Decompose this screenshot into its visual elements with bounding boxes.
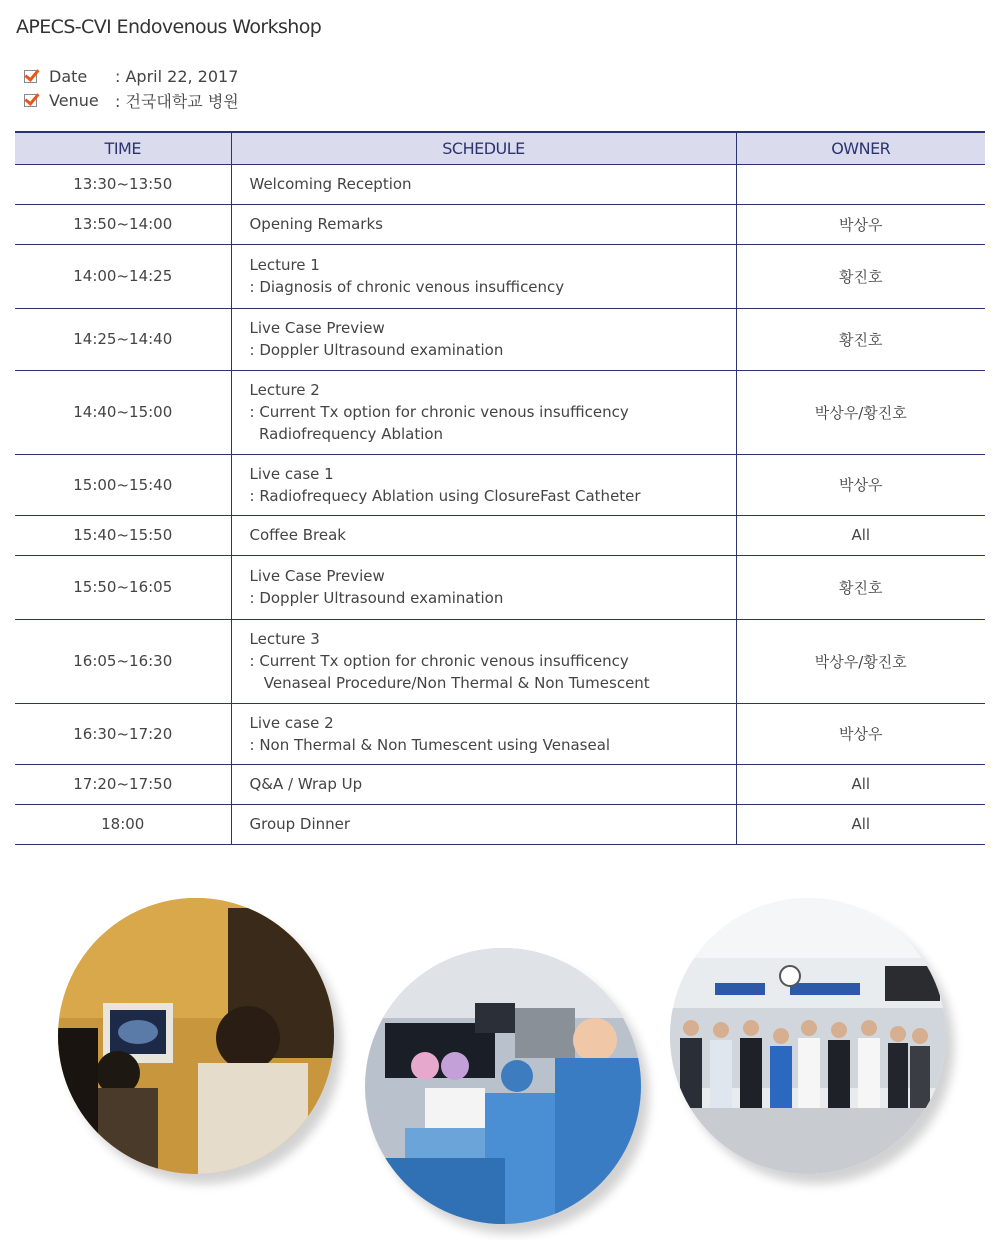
schedule-line: Lecture 1 (249, 256, 320, 274)
cell-time: 14:25~14:40 (15, 308, 231, 370)
info-value-venue: : 건국대학교 병원 (115, 91, 239, 111)
cell-schedule (231, 703, 736, 764)
page-title: APECS-CVI Endovenous Workshop (16, 16, 322, 38)
schedule-line: : Doppler Ultrasound examination (249, 589, 504, 607)
cell-owner: 박상우 (736, 204, 985, 244)
cell-owner: All (736, 804, 985, 844)
event-info (24, 64, 239, 112)
schedule-line: Opening Remarks (249, 215, 383, 233)
cell-schedule (231, 764, 736, 804)
cell-schedule (231, 244, 736, 308)
cell-owner (736, 164, 985, 204)
cell-time: 15:50~16:05 (15, 555, 231, 619)
cell-time: 13:30~13:50 (15, 164, 231, 204)
photo-ultrasound-demo (58, 898, 334, 1174)
cell-schedule (231, 454, 736, 515)
cell-schedule (231, 555, 736, 619)
cell-time: 16:05~16:30 (15, 619, 231, 703)
cell-schedule (231, 204, 736, 244)
cell-schedule (231, 164, 736, 204)
cell-owner: All (736, 515, 985, 555)
cell-time: 14:00~14:25 (15, 244, 231, 308)
cell-owner: 박상우 (736, 703, 985, 764)
info-row-date (24, 64, 239, 88)
cell-owner: 박상우/황진호 (736, 619, 985, 703)
cell-owner: 박상우/황진호 (736, 370, 985, 454)
cell-schedule (231, 308, 736, 370)
schedule-line: Coffee Break (249, 526, 346, 544)
schedule-line: Live Case Preview (249, 319, 385, 337)
cell-time: 13:50~14:00 (15, 204, 231, 244)
cell-owner: 황진호 (736, 308, 985, 370)
cell-schedule (231, 804, 736, 844)
photo-procedure-room (365, 948, 641, 1224)
table-row (15, 804, 985, 844)
cell-time: 14:40~15:00 (15, 370, 231, 454)
schedule-line: Live case 2 (249, 713, 334, 732)
info-label-venue: Venue (49, 90, 99, 110)
table-row (15, 619, 985, 703)
checkbox-icon (24, 94, 37, 107)
schedule-line: Venaseal Procedure/Non Thermal & Non Tumescent (249, 674, 650, 692)
header-schedule: SCHEDULE (231, 132, 736, 164)
cell-time: 15:40~15:50 (15, 515, 231, 555)
table-row (15, 164, 985, 204)
table-row (15, 703, 985, 764)
schedule-line: Live Case Preview (249, 567, 385, 585)
cell-schedule (231, 370, 736, 454)
schedule-line: Welcoming Reception (249, 175, 412, 193)
table-row (15, 370, 985, 454)
header-owner: OWNER (736, 132, 985, 164)
photo-group-picture (670, 898, 946, 1174)
cell-owner: All (736, 764, 985, 804)
schedule-table (15, 131, 985, 845)
table-row (15, 308, 985, 370)
schedule-line: Lecture 2 (249, 381, 320, 399)
cell-schedule (231, 619, 736, 703)
table-row (15, 204, 985, 244)
schedule-line: Group Dinner (249, 815, 351, 833)
schedule-line: : Non Thermal & Non Tumescent using Venaseal (249, 735, 611, 754)
info-row-venue (24, 88, 239, 112)
cell-schedule (231, 515, 736, 555)
info-value-date: : April 22, 2017 (115, 66, 239, 86)
checkbox-icon (24, 70, 37, 83)
cell-owner: 박상우 (736, 454, 985, 515)
schedule-line: : Current Tx option for chronic venous insufficency (249, 652, 629, 670)
schedule-line: Q&A / Wrap Up (249, 775, 363, 793)
header-time: TIME (15, 132, 231, 164)
table-row (15, 515, 985, 555)
info-label-date: Date (49, 66, 88, 86)
schedule-line: : Diagnosis of chronic venous insufficency (249, 278, 565, 296)
table-row (15, 244, 985, 308)
schedule-line: : Radiofrequecy Ablation using ClosureFast Catheter (249, 486, 641, 505)
table-header-row (15, 132, 985, 164)
schedule-line: : Doppler Ultrasound examination (249, 341, 504, 359)
table-row (15, 764, 985, 804)
schedule-line: Radiofrequency Ablation (249, 425, 444, 443)
cell-time: 16:30~17:20 (15, 703, 231, 764)
cell-owner: 황진호 (736, 555, 985, 619)
schedule-line: : Current Tx option for chronic venous insufficency (249, 403, 629, 421)
table-row (15, 555, 985, 619)
cell-time: 18:00 (15, 804, 231, 844)
cell-time: 15:00~15:40 (15, 454, 231, 515)
cell-owner: 황진호 (736, 244, 985, 308)
schedule-line: Live case 1 (249, 464, 334, 483)
schedule-line: Lecture 3 (249, 630, 320, 648)
cell-time: 17:20~17:50 (15, 764, 231, 804)
table-row (15, 454, 985, 515)
